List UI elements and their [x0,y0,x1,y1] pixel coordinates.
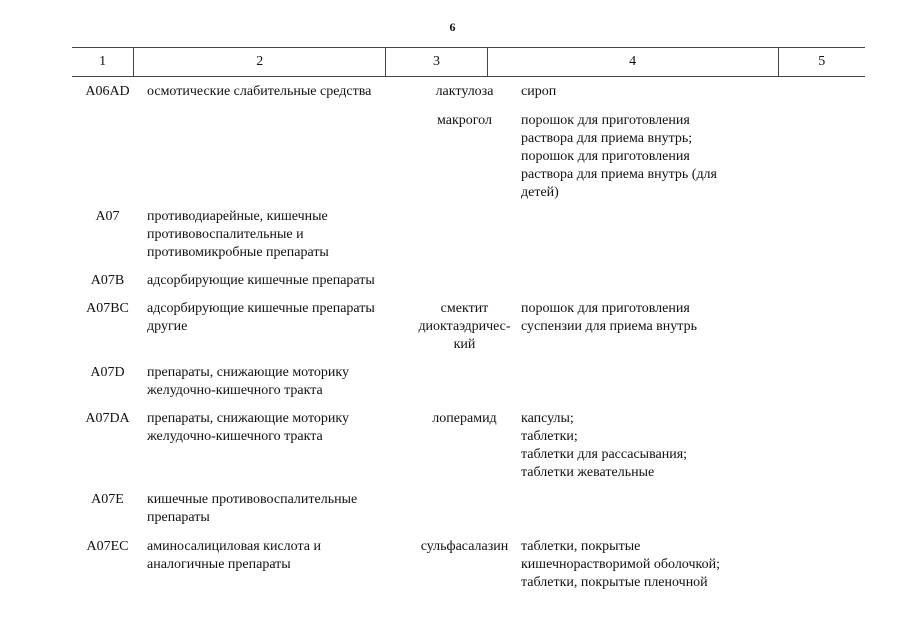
dosage-form [519,300,832,354]
drug-name [410,410,519,482]
drug-name-line: сульфасалазин [420,539,509,554]
table-row [72,364,865,400]
dosage-form-line: суспензии для приема внутрь [521,319,697,334]
drug-name-line: кий [453,337,476,352]
table-header [72,47,865,77]
table-row [72,208,865,262]
group-name-line: препараты [147,510,210,525]
atc-code: A07DA [85,411,130,426]
group-name [139,208,410,262]
dosage-form [519,491,832,527]
group-name-line: аминосалициловая кислота и [147,539,321,554]
group-name-line: другие [147,319,188,334]
drug-name-line: диоктаэдричес- [418,319,511,334]
header-col-5: 5 [818,54,826,69]
dosage-form-line: таблетки жевательные [521,465,655,480]
dosage-form-line: детей) [521,185,559,200]
drug-name [410,300,519,354]
dosage-form-line: таблетки, покрытые пленочной [521,575,708,590]
group-name-line: адсорбирующие кишечные препараты [147,273,375,288]
group-name [139,538,410,592]
table-row [72,491,865,527]
table-row [72,112,865,202]
header-col-1: 1 [72,48,134,76]
dosage-form-line: порошок для приготовления [521,149,690,164]
drug-name [410,364,519,400]
group-name [139,272,410,290]
dosage-form [519,364,832,400]
group-name-line: осмотические слабительные средства [147,84,372,99]
drug-name-line: лактулоза [435,84,494,99]
dosage-form-line: капсулы; [521,411,574,426]
group-name-line: адсорбирующие кишечные препараты [147,301,375,316]
group-name [139,491,410,527]
atc-code: A07BC [86,301,129,316]
dosage-form-line: таблетки; [521,429,578,444]
group-name-line: кишечные противовоспалительные [147,492,358,507]
dosage-form-line: раствора для приема внутрь (для [521,167,717,182]
dosage-form-line: кишечнорастворимой оболочкой; [521,557,720,572]
atc-code: A07B [90,273,125,288]
group-name [139,112,410,202]
dosage-form [519,208,832,262]
atc-code: A06AD [85,84,130,99]
group-name [139,364,410,400]
dosage-form-line: таблетки, покрытые [521,539,641,554]
atc-code [72,112,139,202]
group-name-line: желудочно-кишечного тракта [147,383,323,398]
group-name [139,83,410,101]
table-row [72,83,865,101]
atc-code: A07 [95,209,120,224]
drug-name [410,491,519,527]
group-name-line: препараты, снижающие моторику [147,365,350,380]
dosage-form-line: сироп [521,84,557,99]
atc-code: A07E [91,492,124,507]
dosage-form-line: порошок для приготовления [521,301,690,316]
drug-name-line: лоперамид [432,411,497,426]
header-col-4: 4 [488,48,779,76]
dosage-form-line: раствора для приема внутрь; [521,131,693,146]
drug-name [410,83,519,101]
group-name-line: противодиарейные, кишечные [147,209,328,224]
group-name-line: препараты, снижающие моторику [147,411,350,426]
drug-name [410,208,519,262]
table-row [72,538,865,592]
atc-code: A07D [90,365,125,380]
header-col-2: 2 [134,48,386,76]
drug-name [410,112,519,202]
dosage-form-line: таблетки для рассасывания; [521,447,688,462]
dosage-form [519,83,832,101]
page-number: 6 [449,20,456,34]
dosage-form [519,410,832,482]
drug-name-line: смектит [440,301,489,316]
dosage-form-line: порошок для приготовления [521,113,690,128]
group-name-line: противовоспалительные и [147,227,304,242]
dosage-form [519,538,832,592]
dosage-form [519,112,832,202]
dosage-form [519,272,832,290]
group-name-line: противомикробные препараты [147,245,329,260]
table-row [72,410,865,482]
group-name [139,410,410,482]
group-name-line: аналогичные препараты [147,557,291,572]
group-name [139,300,410,354]
group-name-line: желудочно-кишечного тракта [147,429,323,444]
drug-name-line: макрогол [437,113,492,128]
drug-name [410,272,519,290]
atc-code: A07EC [86,539,129,554]
drug-name [410,538,519,592]
header-col-3: 3 [386,48,487,76]
table-row [72,272,865,290]
table-row [72,300,865,354]
